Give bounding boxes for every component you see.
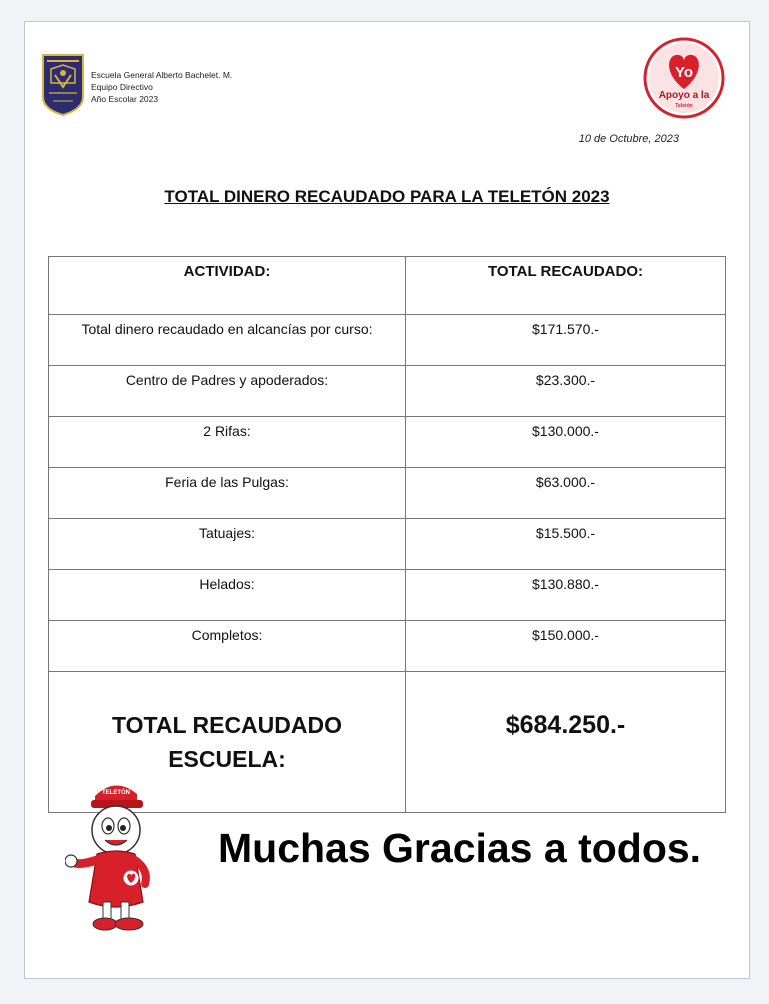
document-date: 10 de Octubre, 2023 bbox=[578, 133, 679, 145]
amount-cell: $15.500.- bbox=[406, 519, 726, 570]
team-name: Equipo Directivo bbox=[91, 82, 153, 92]
activity-cell: Helados: bbox=[49, 570, 406, 621]
amount-cell: $63.000.- bbox=[406, 468, 726, 519]
school-crest-icon bbox=[41, 53, 85, 116]
amount-cell: $150.000.- bbox=[406, 621, 726, 672]
document-title: TOTAL DINERO RECAUDADO PARA LA TELETÓN 2023 bbox=[164, 187, 610, 206]
table-row bbox=[49, 570, 726, 621]
total-amount: $684.250.- bbox=[505, 711, 626, 739]
total-amount-cell bbox=[406, 672, 726, 813]
activity-cell: 2 Rifas: bbox=[49, 417, 406, 468]
activity-cell: Feria de las Pulgas: bbox=[49, 468, 406, 519]
column-header-amount: TOTAL RECAUDADO: bbox=[406, 257, 726, 315]
table-header-row bbox=[49, 257, 726, 315]
activity-cell: Centro de Padres y apoderados: bbox=[49, 366, 406, 417]
mascot-cap-text: TELETÓN bbox=[102, 790, 130, 796]
column-header-activity: ACTIVIDAD: bbox=[49, 257, 406, 315]
thanks-message: Muchas Gracias a todos. bbox=[218, 825, 702, 871]
school-header bbox=[91, 69, 232, 105]
school-year: Año Escolar 2023 bbox=[91, 94, 159, 104]
amount-cell: $23.300.- bbox=[406, 366, 726, 417]
total-label-line1: TOTAL RECAUDADO bbox=[112, 712, 342, 738]
table-row bbox=[49, 366, 726, 417]
document-page bbox=[24, 21, 750, 979]
activity-cell: Completos: bbox=[49, 621, 406, 672]
amount-cell: $130.880.- bbox=[406, 570, 726, 621]
table-row bbox=[49, 468, 726, 519]
badge-yo-text: Yo bbox=[674, 64, 694, 81]
table-row bbox=[49, 315, 726, 366]
fundraising-table bbox=[48, 256, 726, 813]
amount-cell: $171.570.- bbox=[406, 315, 726, 366]
activity-cell: Tatuajes: bbox=[49, 519, 406, 570]
table-row bbox=[49, 621, 726, 672]
teleton-mascot-icon bbox=[65, 774, 165, 936]
teleton-badge-icon bbox=[643, 37, 725, 119]
school-name: Escuela General Alberto Bachelet. M. bbox=[91, 70, 233, 80]
badge-apoyo-text: Apoyo a la bbox=[658, 90, 710, 101]
amount-cell: $130.000.- bbox=[406, 417, 726, 468]
total-label-line2: ESCUELA: bbox=[168, 746, 286, 772]
table-row bbox=[49, 519, 726, 570]
badge-brand-text: Teletón bbox=[675, 103, 693, 109]
activity-cell: Total dinero recaudado en alcancías por curso: bbox=[49, 315, 406, 366]
table-row bbox=[49, 417, 726, 468]
